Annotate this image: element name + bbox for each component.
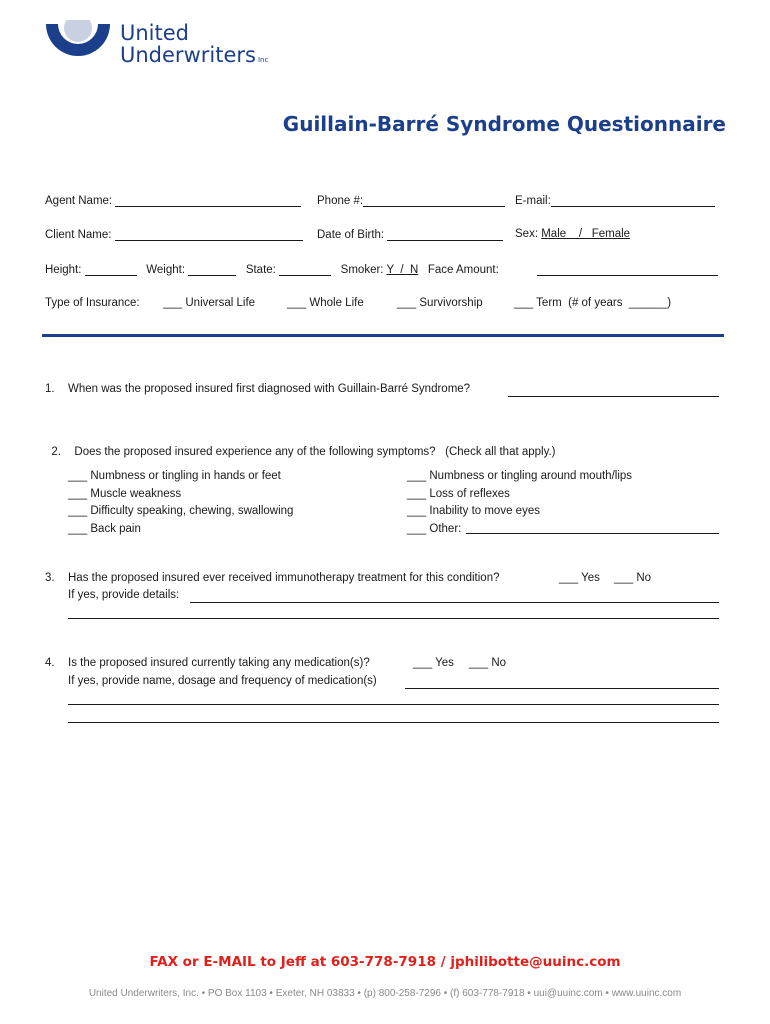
q4-details-field[interactable] (405, 676, 719, 689)
measurements-row (45, 263, 499, 276)
symptom-option[interactable]: ___ Numbness or tingling around mouth/lips (407, 470, 633, 482)
symptom-option[interactable]: ___ Numbness or tingling in hands or feet (68, 470, 281, 482)
q3-no-option[interactable]: ___ No (614, 572, 652, 584)
logo-line-2: Underwriters (120, 43, 256, 67)
option-whole-life[interactable]: ___ Whole Life (287, 297, 364, 309)
question-number: 2. (51, 446, 61, 458)
q3-details-field[interactable] (190, 590, 719, 603)
company-address: United Underwriters, Inc. • PO Box 1103 • Exeter, NH 03833 • (p) 800-258-7296 • (f) 603-778-7918 • uui@uuinc.com • www.uuinc.com (88, 988, 682, 999)
option-term[interactable]: ___ Term (# of years ______) (514, 297, 672, 309)
option-universal-life[interactable]: ___ Universal Life (163, 297, 256, 309)
agent-name-field[interactable] (115, 194, 301, 207)
symptom-option-other[interactable]: ___ Other: (407, 522, 462, 535)
symptom-option[interactable]: ___ Back pain (68, 522, 141, 535)
smoker-options[interactable]: Y / N (386, 264, 419, 276)
agent-row (45, 194, 301, 207)
dob-group (317, 228, 503, 241)
question-3 (45, 572, 499, 584)
logo-suffix: Inc (257, 56, 269, 64)
dob-field[interactable] (387, 228, 503, 241)
company-logo (44, 20, 284, 76)
phone-label: Phone #: (317, 195, 364, 207)
state-field[interactable] (279, 263, 331, 276)
weight-label: Weight: (146, 264, 186, 276)
q4-yes-option[interactable]: ___ Yes (413, 657, 454, 669)
email-field[interactable] (551, 194, 715, 207)
symptom-option[interactable]: ___ Inability to move eyes (407, 505, 540, 517)
question-2 (45, 434, 556, 458)
sex-group (515, 228, 706, 240)
weight-field[interactable] (188, 263, 236, 276)
client-name-field[interactable] (115, 228, 303, 241)
symptom-option[interactable]: ___ Loss of reflexes (407, 487, 510, 500)
question-4 (45, 657, 370, 669)
q4-details-line-2[interactable] (68, 704, 719, 705)
question-text: Has the proposed insured ever received immunotherapy treatment for this condition? (68, 572, 500, 584)
phone-field[interactable] (363, 194, 505, 207)
question-1 (45, 383, 470, 395)
logo-arc-icon (44, 20, 114, 70)
symptom-option[interactable]: ___ Difficulty speaking, chewing, swallowing (68, 505, 294, 517)
smoker-label: Smoker: (340, 264, 384, 276)
face-amount-field[interactable] (537, 263, 718, 276)
q3-details-label: If yes, provide details: (68, 589, 180, 601)
question-text: When was the proposed insured first diagnosed with Guillain-Barré Syndrome? (68, 383, 471, 395)
question-number: 1. (45, 383, 55, 395)
q1-answer-field[interactable] (508, 384, 719, 397)
page-title: Guillain-Barré Syndrome Questionnaire (282, 112, 726, 136)
client-row (45, 228, 303, 241)
state-label: State: (245, 264, 276, 276)
email-group (515, 194, 715, 207)
question-text: Is the proposed insured currently taking any medication(s)? (68, 657, 370, 669)
symptom-option[interactable]: ___ Muscle weakness (68, 487, 182, 500)
question-text: Does the proposed insured experience any of the following symptoms? (Check all that apply.) (74, 446, 556, 458)
height-field[interactable] (85, 263, 137, 276)
sex-options[interactable]: Male / Female (541, 228, 631, 240)
q3-details-line-2[interactable] (68, 618, 719, 619)
client-name-label: Client Name: (45, 229, 112, 241)
insurance-type-label: Type of Insurance: (45, 297, 140, 309)
symptoms-left-column (68, 468, 293, 538)
question-number: 4. (45, 657, 55, 669)
logo-line-1: United (120, 21, 189, 45)
other-symptom-field[interactable] (466, 521, 719, 534)
dob-label: Date of Birth: (317, 229, 385, 241)
q3-yes-option[interactable]: ___ Yes (559, 572, 600, 584)
face-amount-label: Face Amount: (427, 264, 499, 276)
q4-no-option[interactable]: ___ No (469, 657, 507, 669)
logo-wordmark (120, 22, 268, 71)
section-divider (42, 334, 724, 337)
sex-label: Sex: (515, 228, 539, 240)
phone-group (317, 194, 505, 207)
q4-details-line-3[interactable] (68, 722, 719, 723)
question-number: 3. (45, 572, 55, 584)
q4-details-label: If yes, provide name, dosage and frequency of medication(s) (68, 675, 377, 687)
fax-email-instruction: FAX or E-MAIL to Jeff at 603-778-7918 / jphilibotte@uuinc.com (149, 954, 621, 970)
height-label: Height: (45, 264, 82, 276)
email-label: E-mail: (515, 195, 551, 207)
agent-name-label: Agent Name: (45, 195, 113, 207)
option-survivorship[interactable]: ___ Survivorship (397, 297, 483, 309)
